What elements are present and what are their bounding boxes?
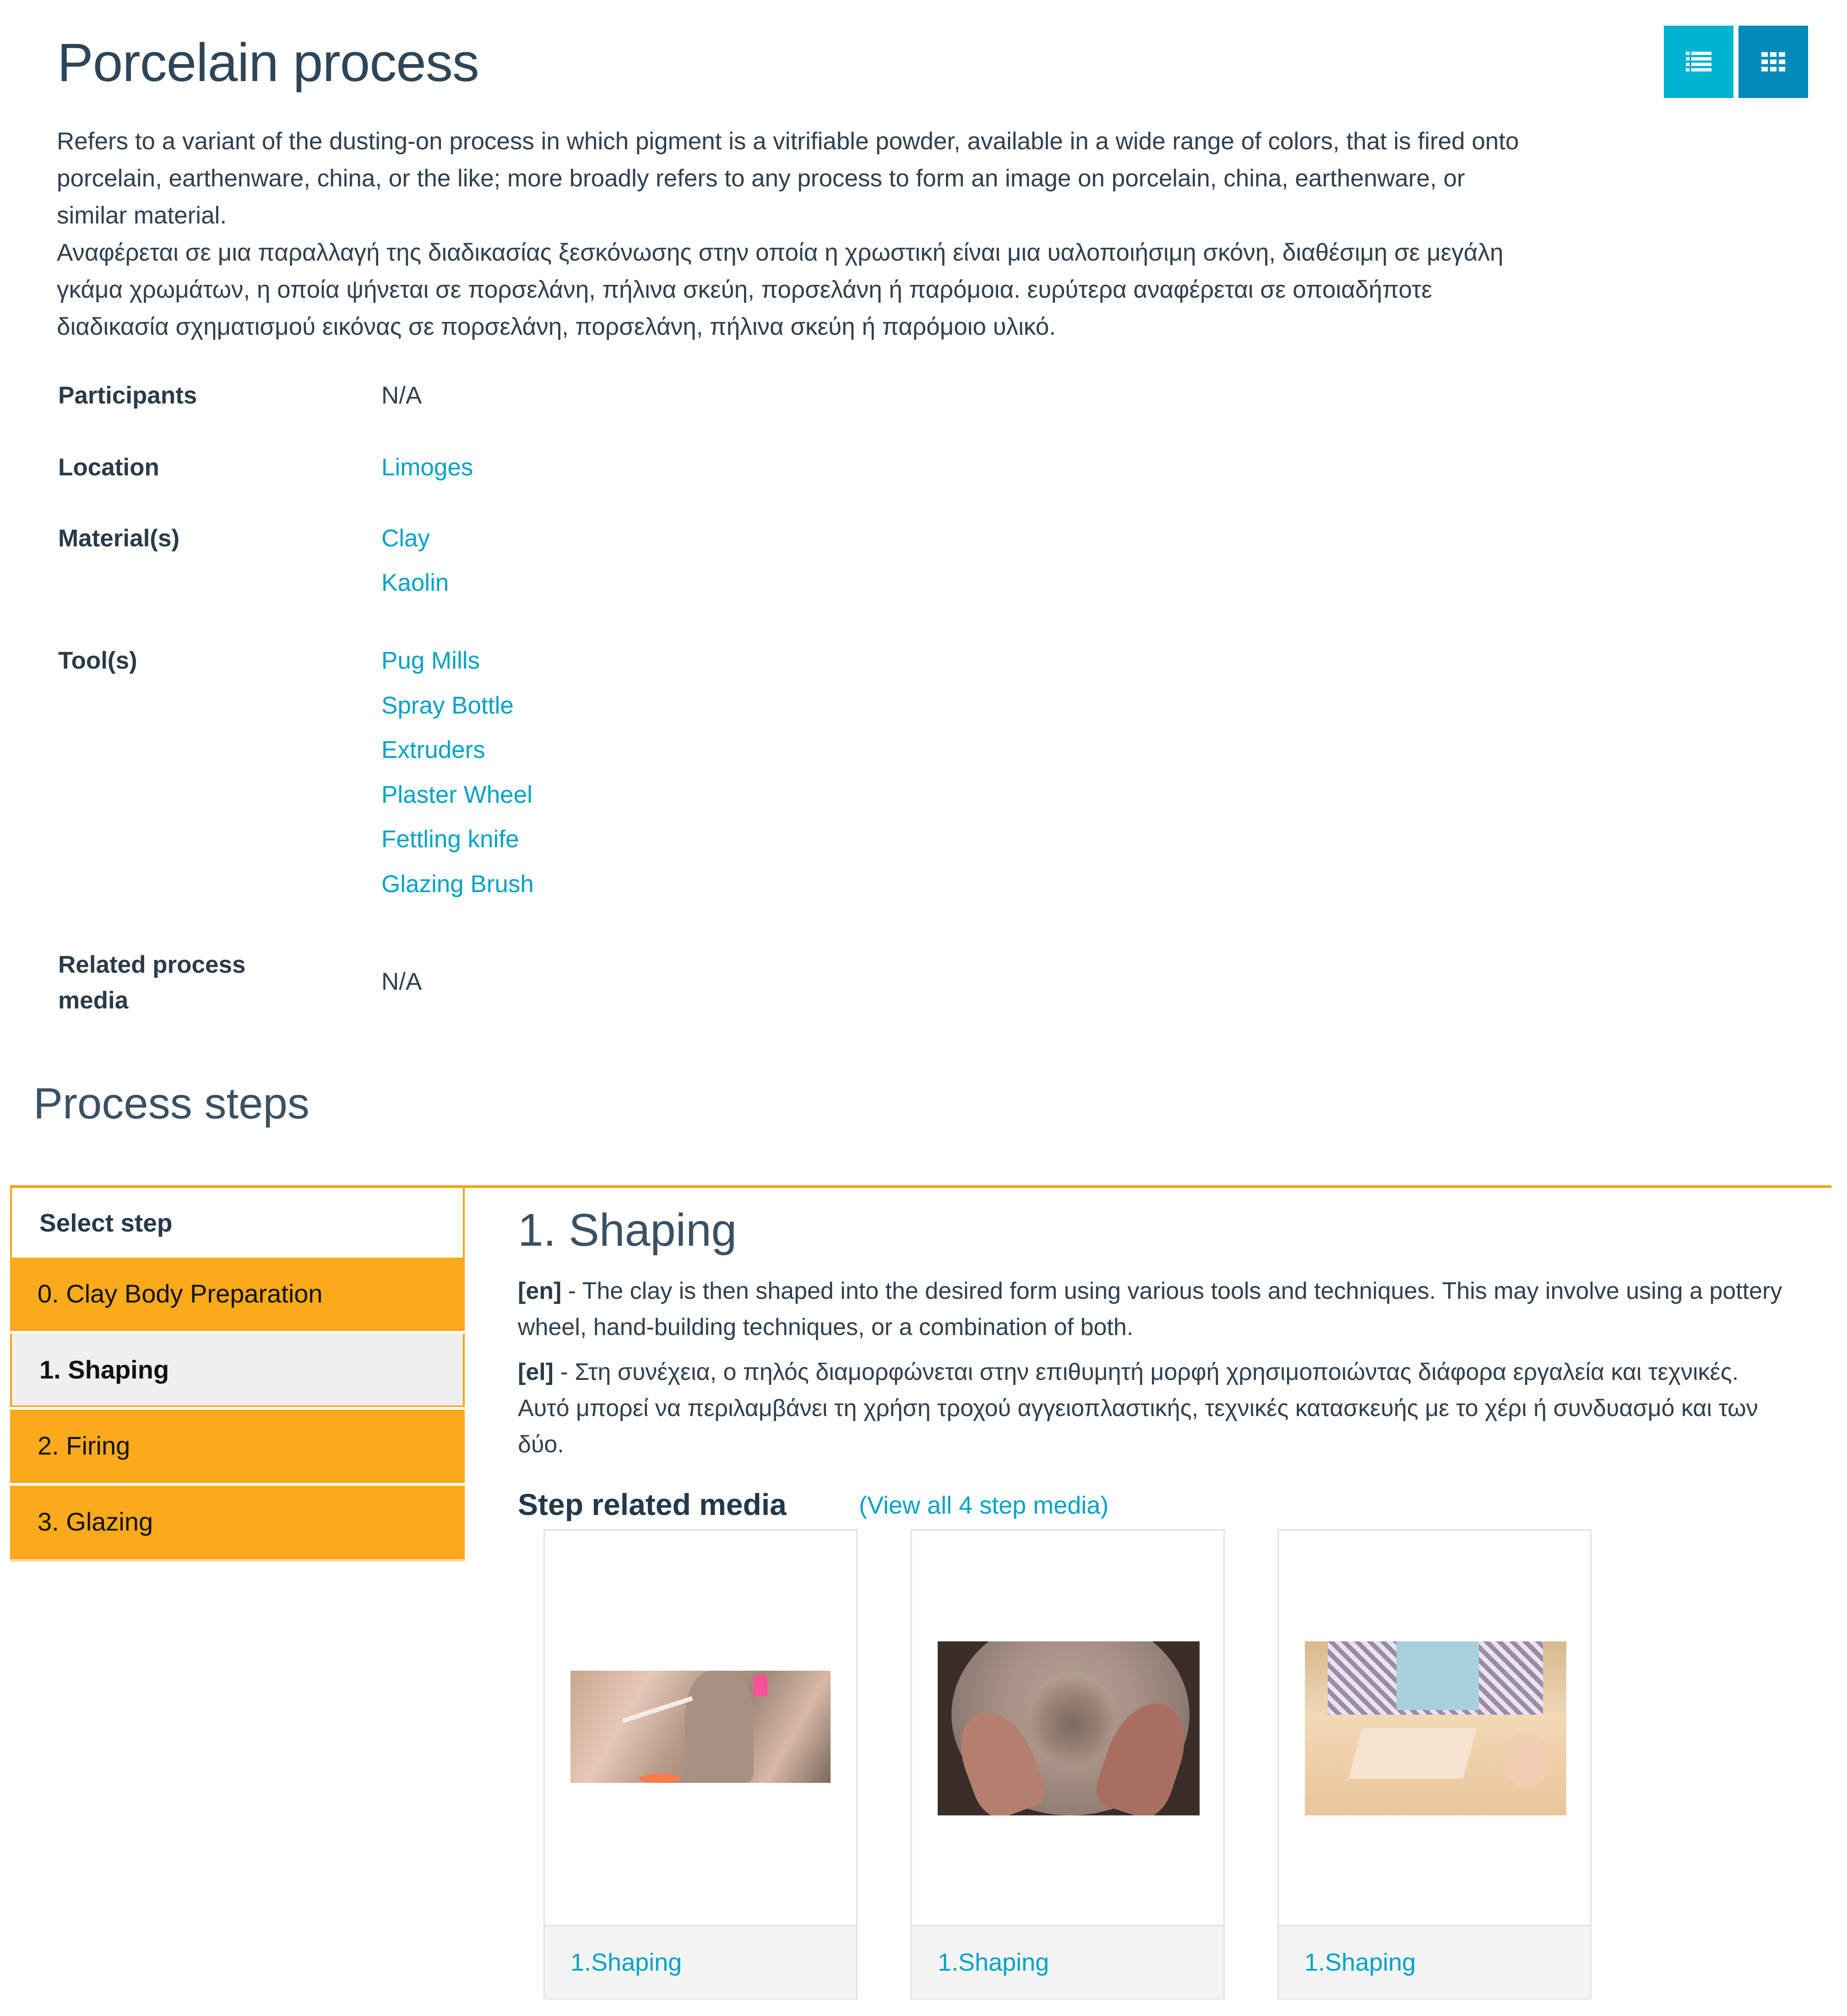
step-description-en (518, 1273, 1791, 1346)
location-values (381, 450, 473, 485)
tools-label: Tool(s) (58, 647, 137, 674)
step-item-glazing[interactable]: 3. Glazing (10, 1486, 465, 1559)
material-link-kaolin[interactable]: Kaolin (381, 569, 449, 596)
tool-link-fettling-knife[interactable]: Fettling knife (381, 826, 519, 853)
media-card[interactable] (1277, 1529, 1592, 2000)
process-description (57, 123, 1536, 345)
step-selector-sidebar (10, 1188, 465, 1562)
material-link-clay[interactable]: Clay (381, 525, 430, 552)
hands-on-pottery-wheel-photo[interactable] (938, 1641, 1200, 1815)
grid-view-button[interactable] (1738, 26, 1808, 98)
participants-value: N/A (381, 382, 422, 409)
list-view-button[interactable] (1664, 26, 1733, 98)
materials-values (381, 516, 449, 605)
step-description-el (518, 1354, 1791, 1463)
materials-label: Material(s) (58, 525, 180, 552)
related-media-label (58, 947, 245, 1019)
select-step-header: Select step (10, 1188, 465, 1258)
lang-tag-el: [el] (518, 1359, 554, 1385)
related-media-label-line1: Related process (58, 951, 246, 978)
tool-link-glazing-brush[interactable]: Glazing Brush (381, 870, 534, 898)
description-el: Αναφέρεται σε μια παραλλαγή της διαδικασίας ξεσκόνωσης στην οποία η χρωστική είναι μια υαλοποιήσιμη σκόνη, διαθέσιμη σε μεγάλη γκάμα χρωμάτων, η οποία ψήνεται σε πορσελάνη, πήλινα σκεύη, πορσελάνη ή παρόμοια. ευρύτερα αναφέρεται σε οποιαδήποτε διαδικασία σχηματισμού εικόνας σε πορσελάνη, πορσελάνη, πήλινα σκεύη ή παρόμοιο υλικό. (57, 239, 1504, 340)
media-card-footer (912, 1925, 1223, 1998)
tool-link-extruders[interactable]: Extruders (381, 736, 485, 763)
step-title: 1. Shaping (518, 1204, 737, 1256)
media-card-caption-link[interactable]: 1.Shaping (1304, 1948, 1416, 1976)
media-card-footer (545, 1925, 856, 1998)
location-link-limoges[interactable]: Limoges (381, 454, 473, 481)
step-item-firing[interactable]: 2. Firing (10, 1410, 465, 1483)
tool-link-plaster-wheel[interactable]: Plaster Wheel (381, 781, 532, 808)
page-title: Porcelain process (57, 33, 479, 93)
media-card-footer (1279, 1925, 1590, 1998)
location-label: Location (58, 454, 159, 481)
step-item-clay-body-preparation[interactable]: 0. Clay Body Preparation (10, 1258, 465, 1331)
related-media-value: N/A (381, 968, 422, 995)
view-all-step-media-link[interactable]: (View all 4 step media) (859, 1492, 1109, 1519)
grid-view-icon (1761, 52, 1785, 71)
media-card-caption-link[interactable]: 1.Shaping (938, 1948, 1049, 1976)
media-card[interactable] (543, 1529, 858, 2000)
description-en: Refers to a variant of the dusting-on process in which pigment is a vitrifiable powder, available in a wide range of colors, that is fired onto porcelain, earthenware, china, or the like; more broadly refers to any process to form an image on porcelain, china, earthenware, or similar material. (57, 128, 1519, 229)
step-text-en: - The clay is then shaped into the desired form using various tools and techniques. This may involve using a pottery wheel, hand-building techniques, or a combination of both. (518, 1278, 1782, 1340)
potter-at-workbench-photo[interactable] (1305, 1641, 1566, 1815)
lang-tag-en: [en] (518, 1278, 562, 1304)
tools-values (381, 638, 534, 906)
list-view-icon (1686, 52, 1711, 72)
step-related-media-heading: Step related media (518, 1487, 787, 1521)
step-text-el: - Στη συνέχεια, ο πηλός διαμορφώνεται στην επιθυμητή μορφή χρησιμοποιώντας διάφορα εργαλεία και τεχνικές. Αυτό μπορεί να περιλαμβάνει τη χρήση τροχού αγγειοπλαστικής, τεχνικές κατασκευής με το χέρι ή συνδυασμό και των δύο. (518, 1359, 1758, 1458)
media-card-caption-link[interactable]: 1.Shaping (570, 1948, 682, 1976)
hands-carving-clay-photo[interactable] (570, 1671, 831, 1783)
participants-label: Participants (58, 382, 197, 409)
tool-link-spray-bottle[interactable]: Spray Bottle (381, 692, 514, 719)
media-card[interactable] (911, 1529, 1225, 2000)
process-steps-heading: Process steps (33, 1079, 310, 1128)
tool-link-pug-mills[interactable]: Pug Mills (381, 647, 480, 674)
related-media-label-line2: media (58, 987, 129, 1014)
step-item-shaping[interactable]: 1. Shaping (10, 1334, 465, 1407)
